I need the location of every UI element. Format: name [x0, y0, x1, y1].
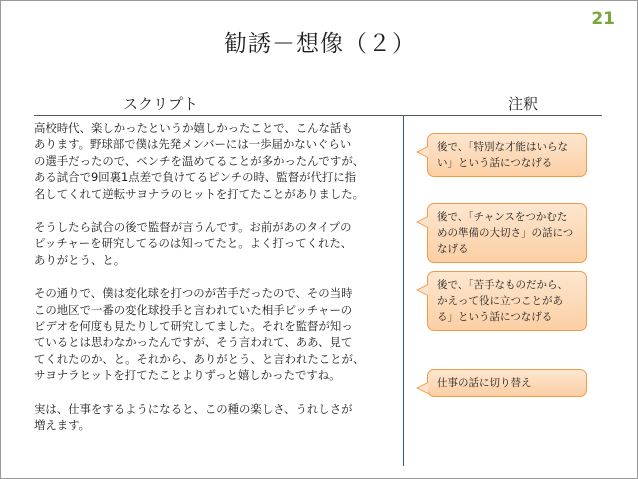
note-line: 仕事の話に切り替え	[437, 377, 532, 389]
header-rule	[34, 115, 602, 116]
note-line: 後で、「特別な才能はいらな	[437, 141, 569, 153]
script-line: ピッチャーを研究してるのは知ってたと。よく打ってくれた、	[34, 236, 353, 251]
note-callout	[427, 369, 587, 397]
note-callout	[427, 133, 587, 177]
script-line: そうしたら試合の後で監督が言うんです。お前があのタイプの	[34, 220, 352, 235]
note-line: る」という話につなげる	[437, 311, 553, 323]
script-line: 増えます。	[34, 418, 91, 433]
script-line: ているとは思わなかったんですが、そう言われて、ああ、見て	[34, 335, 353, 350]
note-line: 後で、「チャンスをつかむた	[437, 211, 568, 223]
script-line: この地区で一番の変化球投手と言われていた相手ピッチャーの	[34, 302, 353, 317]
slide-title: 勧誘－想像（２）	[224, 31, 416, 57]
note-line: い」という話につなげる	[437, 157, 553, 169]
script-line: 実は、仕事をするようになると、この種の楽しさ、うれしさが	[34, 401, 353, 416]
note-callout	[427, 271, 587, 331]
script-line: ある試合で9回裏1点差で負けてるピンチの時、監督が代打に指	[34, 170, 357, 185]
note-callout	[427, 203, 587, 263]
page-number: 21	[591, 9, 615, 29]
note-line: めの準備の大切さ」の話につ	[437, 227, 574, 239]
script-line: その通りで、僕は変化球を打つのが苦手だったので、その当時	[34, 286, 353, 301]
note-line: かえって役に立つことがあ	[437, 295, 563, 307]
script-line: サヨナラヒットを打てたことよりずっと嬉しかったですね。	[34, 368, 341, 383]
script-body	[34, 120, 402, 451]
script-line: の選手だったので、ベンチを温めてることが多かったんですが、	[34, 153, 365, 168]
script-line: 高校時代、楽しかったというか嬉しかったことで、こんな話も	[34, 121, 353, 135]
note-line: 後で、「苦手なものだから、	[437, 279, 569, 291]
script-paragraph	[34, 120, 402, 202]
column-header-notes: 注釈	[508, 95, 539, 113]
script-line: あります。野球部で僕は先発メンバーには一歩届かないぐらい	[34, 137, 352, 152]
script-line: ビデオを何度も見たりして研究してました。それを監督が知っ	[34, 319, 353, 334]
script-paragraph	[34, 285, 402, 383]
note-line: なげる	[437, 243, 469, 255]
script-paragraph	[34, 401, 402, 434]
script-line: ありがとう、と。	[34, 252, 126, 267]
script-paragraph	[34, 219, 402, 268]
script-line: てくれたのか、と。それから、ありがとう、と言われたことが、	[34, 351, 365, 366]
column-divider	[403, 116, 404, 466]
script-line: 名してくれて逆転サヨナラのヒットを打てたことがありました。	[34, 186, 364, 201]
column-header-script: スクリプト	[123, 95, 199, 113]
